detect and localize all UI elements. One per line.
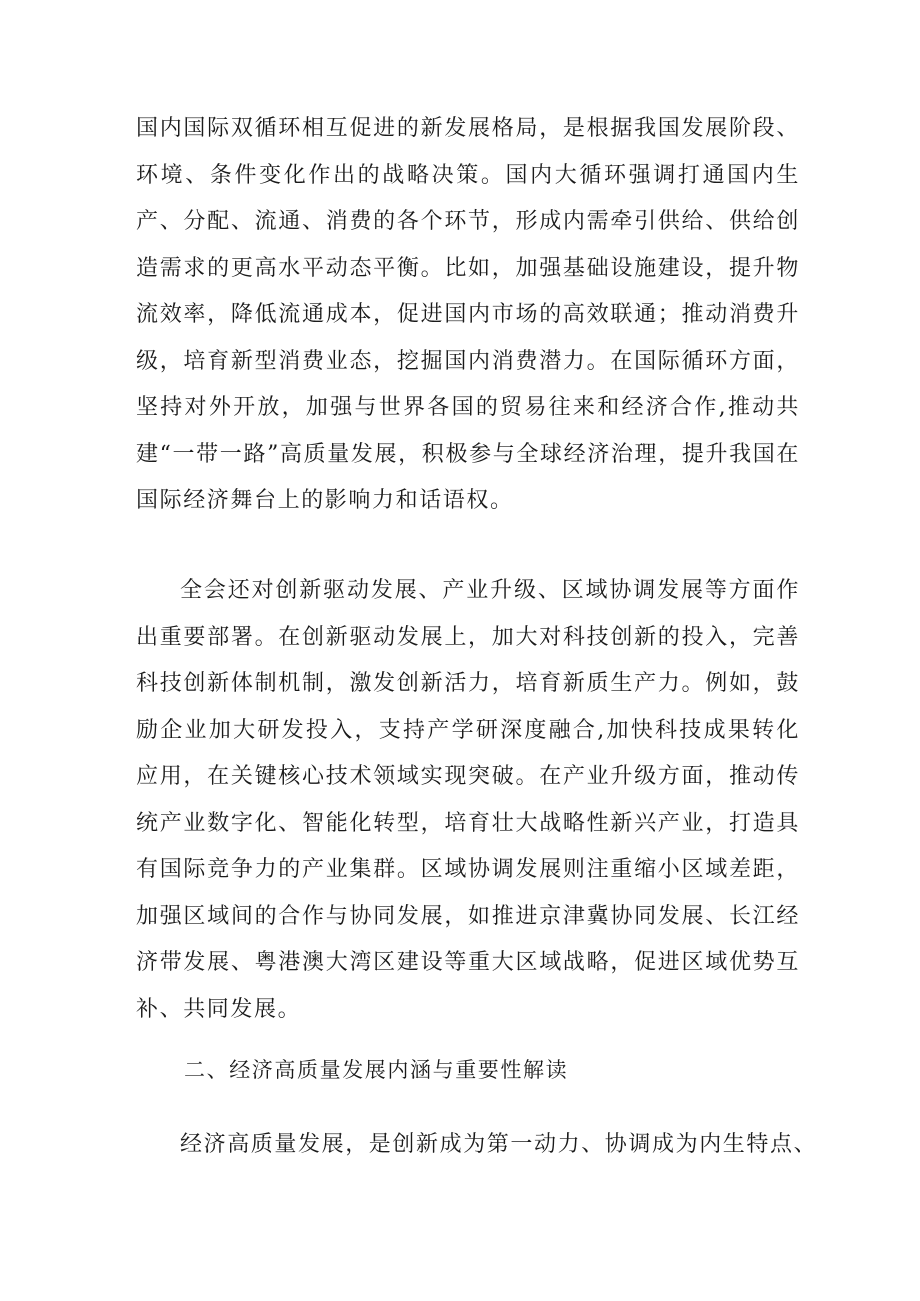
body-paragraph-dual-circulation: 国内国际双循环相互促进的新发展格局，是根据我国发展阶段、环境、条件变化作出的战略决策。国内大循环强调打通国内生产、分配、流通、消费的各个环节，形成内需牵引供给、供给创造需求的更高水平动态平衡。比如，加强基础设施建设，提升物流效率，降低流通成本，促进国内市场的高效联通；推动消费升级，培育新型消费业态，挖掘国内消费潜力。在国际循环方面，坚持对外开放，加强与世界各国的贸易往来和经济合作,推动共建“一带一路”高质量发展，积极参与全球经济治理，提升我国在国际经济舞台上的影响力和话语权。	[136, 116, 800, 513]
section-heading: 二、经济高质量发展内涵与重要性解读	[184, 1058, 569, 1082]
body-paragraph-innovation: 全会还对创新驱动发展、产业升级、区域协调发展等方面作出重要部署。在创新驱动发展上，加大对科技创新的投入，完善科技创新体制机制，激发创新活力，培育新质生产力。例如，鼓励企业加大研发投入，支持产学研深度融合,加快科技成果转化应用，在关键核心技术领域实现突破。在产业升级方面，推动传统产业数字化、智能化转型，培育壮大战略性新兴产业，打造具有国际竞争力的产业集群。区域协调发展则注重缩小区域差距，加强区域间的合作与协同发展，如推进京津冀协同发展、长江经济带发展、粤港澳大湾区建设等重大区域战略，促进区域优势互补、共同发展。	[136, 578, 800, 1022]
body-paragraph-high-quality-development: 经济高质量发展，是创新成为第一动力、协调成为内生特点、	[180, 1132, 818, 1157]
